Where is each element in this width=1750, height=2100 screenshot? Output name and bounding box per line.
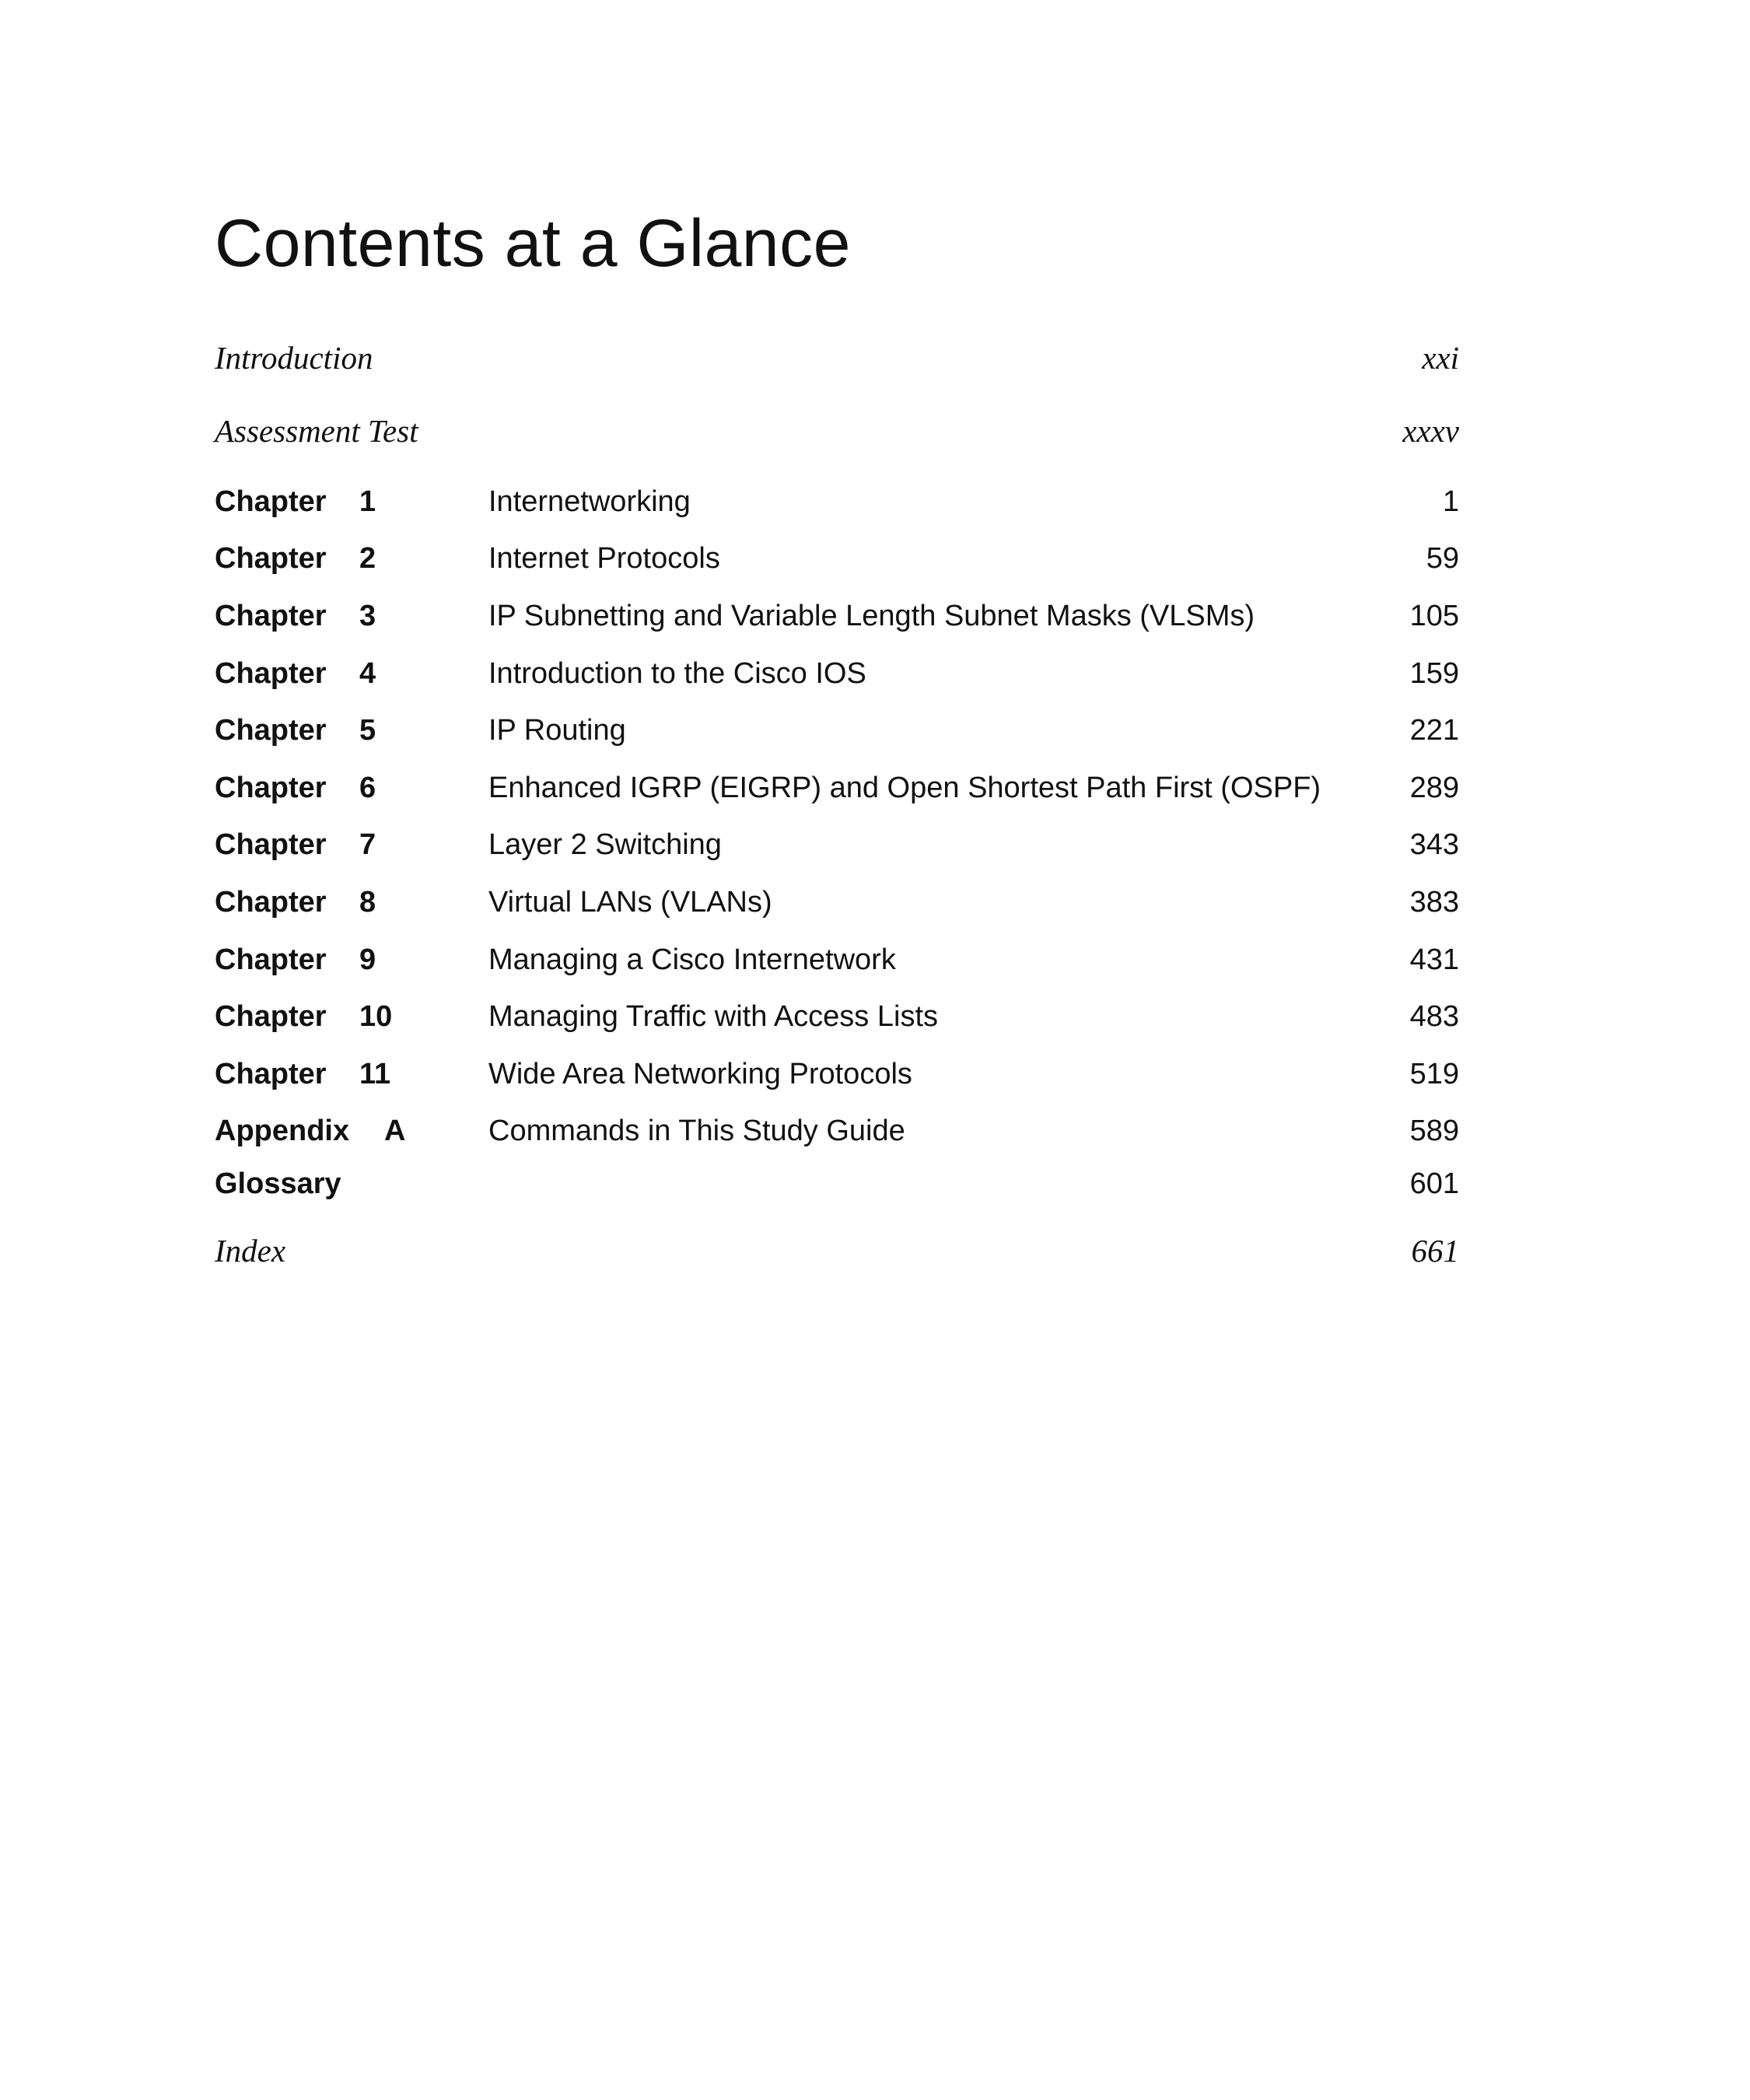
entry-page-number: 289 [1409, 772, 1459, 804]
toc-entry-chapter-8[interactable] [215, 879, 1459, 926]
entry-number: A [384, 1115, 406, 1147]
entry-label: Chapter [215, 1058, 327, 1090]
toc-entry-chapter-10[interactable] [215, 993, 1459, 1040]
entry-title: Virtual LANs (VLANs) [488, 886, 772, 919]
toc-entry-appendix-a[interactable] [215, 1108, 1459, 1154]
entry-page-number: 221 [1409, 714, 1459, 747]
entry-page-number: 483 [1409, 1000, 1459, 1033]
toc-entry-chapter-4[interactable] [215, 650, 1459, 697]
entry-page-number: 159 [1409, 657, 1459, 690]
entry-number: 10 [359, 1000, 393, 1033]
entry-number: 11 [359, 1058, 391, 1090]
entry-page-number: 343 [1409, 828, 1459, 861]
toc-entry-introduction[interactable] [215, 334, 1459, 381]
entry-title: Internetworking [488, 485, 691, 518]
toc-entry-chapter-1[interactable] [215, 478, 1459, 525]
toc-entry-index[interactable] [215, 1227, 1459, 1274]
entry-page-number: 383 [1409, 886, 1459, 919]
entry-label: Chapter [215, 600, 327, 632]
entry-label: Chapter [215, 1000, 327, 1033]
entry-number: 6 [359, 772, 376, 804]
toc-entry-chapter-9[interactable] [215, 936, 1459, 983]
entry-label: Index [215, 1233, 286, 1269]
entry-number: 1 [359, 485, 376, 518]
page-title: Contents at a Glance [215, 206, 851, 281]
entry-page-number: 589 [1409, 1115, 1459, 1147]
entry-label: Appendix [215, 1115, 350, 1147]
toc-entry-glossary[interactable] [215, 1160, 1459, 1207]
entry-title: Layer 2 Switching [488, 828, 722, 861]
entry-page-number: 59 [1426, 542, 1459, 575]
entry-label: Chapter [215, 542, 327, 575]
toc-entry-chapter-5[interactable] [215, 707, 1459, 754]
entry-title: Enhanced IGRP (EIGRP) and Open Shortest Path First (OSPF) [488, 772, 1321, 804]
toc-entry-chapter-6[interactable] [215, 765, 1459, 811]
entry-page-number: 105 [1409, 600, 1459, 632]
entry-label: Chapter [215, 772, 327, 804]
entry-page-number: 601 [1409, 1167, 1459, 1200]
entry-number: 8 [359, 886, 376, 919]
entry-title: Internet Protocols [488, 542, 720, 575]
toc-entry-chapter-7[interactable] [215, 821, 1459, 868]
entry-label: Assessment Test [215, 413, 418, 449]
entry-label: Chapter [215, 485, 327, 518]
entry-number: 3 [359, 600, 376, 632]
entry-label: Chapter [215, 714, 327, 747]
entry-number: 4 [359, 657, 376, 690]
entry-page-number: 519 [1409, 1058, 1459, 1090]
entry-page-number: xxi [1422, 340, 1459, 376]
entry-page-number: 1 [1442, 485, 1459, 518]
entry-label: Chapter [215, 886, 327, 919]
entry-title: IP Subnetting and Variable Length Subnet Masks (VLSMs) [488, 600, 1255, 632]
toc-entry-assessment-test[interactable] [215, 408, 1459, 454]
entry-label: Chapter [215, 657, 327, 690]
toc-entry-chapter-11[interactable] [215, 1051, 1459, 1097]
entry-label: Chapter [215, 943, 327, 976]
entry-label: Glossary [215, 1167, 341, 1200]
entry-number: 2 [359, 542, 376, 575]
toc-entry-chapter-2[interactable] [215, 535, 1459, 582]
entry-page-number: xxxv [1402, 413, 1459, 449]
entry-title: Managing Traffic with Access Lists [488, 1000, 938, 1033]
toc-entry-chapter-3[interactable] [215, 593, 1459, 639]
entry-number: 7 [359, 828, 376, 861]
entry-number: 9 [359, 943, 376, 976]
entry-label: Chapter [215, 828, 327, 861]
entry-label: Introduction [215, 340, 373, 376]
entry-page-number: 431 [1409, 943, 1459, 976]
entry-page-number: 661 [1411, 1233, 1459, 1269]
entry-title: IP Routing [488, 714, 626, 747]
entry-title: Introduction to the Cisco IOS [488, 657, 866, 690]
entry-title: Managing a Cisco Internetwork [488, 943, 896, 976]
entry-number: 5 [359, 714, 376, 747]
entry-title: Wide Area Networking Protocols [488, 1058, 912, 1090]
entry-title: Commands in This Study Guide [488, 1115, 905, 1147]
